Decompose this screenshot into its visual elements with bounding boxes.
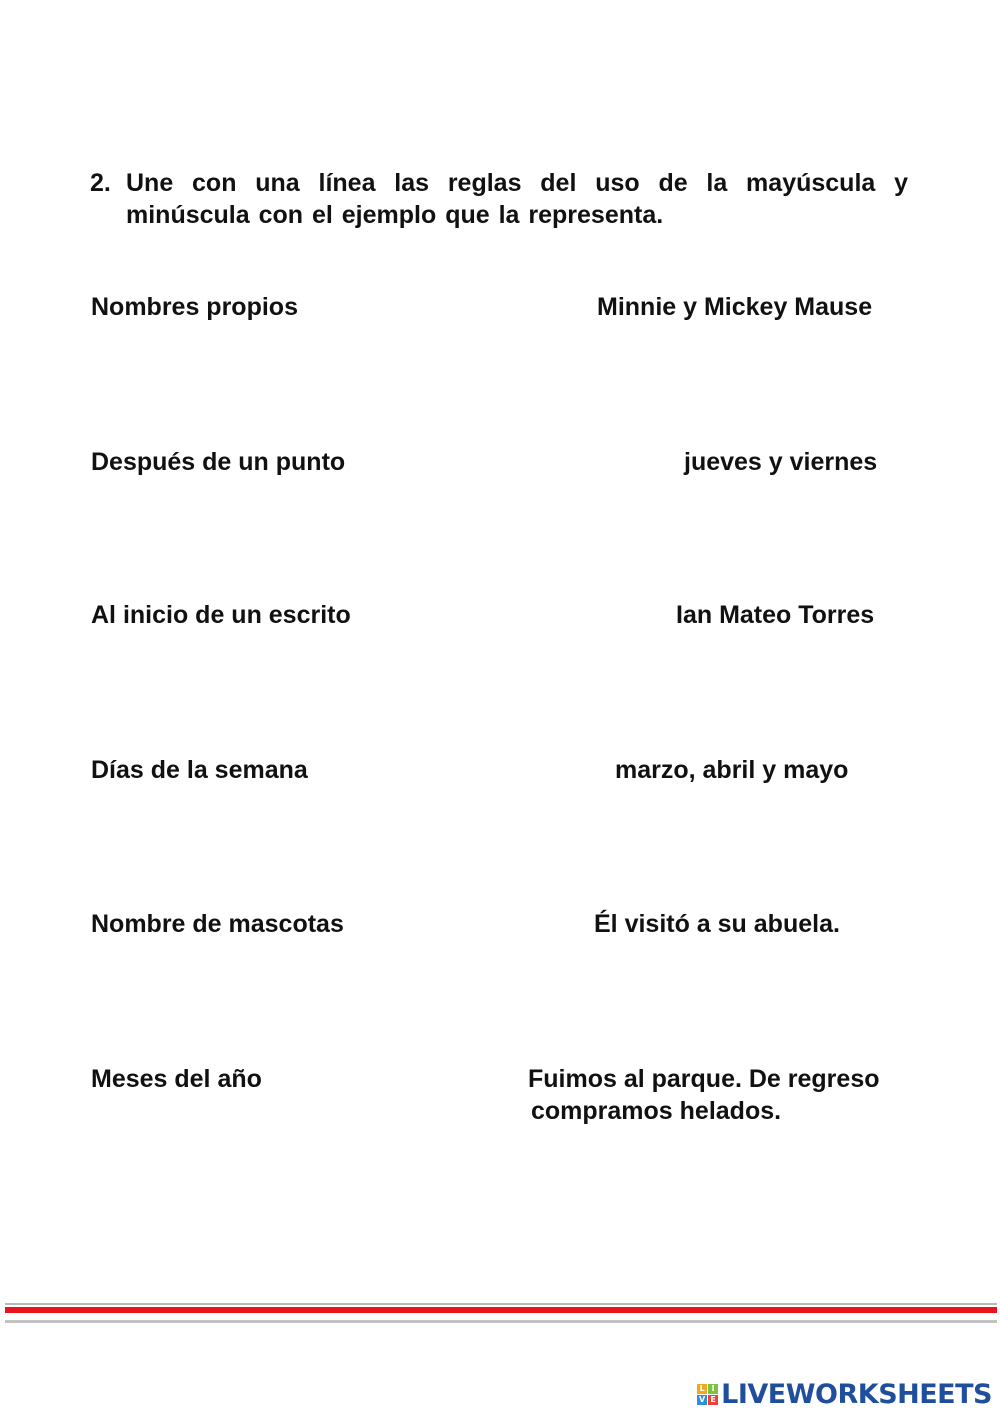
match-row: [0, 446, 1000, 526]
example-item[interactable]: Él visitó a su abuela.: [594, 910, 840, 938]
example-item[interactable]: [528, 1063, 918, 1127]
example-line: Fuimos al parque. De regreso: [528, 1065, 880, 1093]
rule-item[interactable]: Nombre de mascotas: [91, 910, 344, 938]
instruction-number: 2.: [90, 169, 111, 197]
footer-divider: [5, 1303, 997, 1305]
footer-divider: [5, 1320, 997, 1323]
rule-item[interactable]: Al inicio de un escrito: [91, 601, 351, 629]
match-row: [0, 599, 1000, 679]
footer-red-rule: [5, 1307, 997, 1313]
logo-cell: V: [699, 1394, 706, 1404]
rule-item[interactable]: Nombres propios: [91, 293, 298, 321]
rule-item[interactable]: Meses del año: [91, 1065, 262, 1093]
example-line: compramos helados.: [531, 1097, 782, 1125]
logo-cell: I: [708, 1384, 718, 1394]
rule-item[interactable]: Días de la semana: [91, 756, 308, 784]
rule-item[interactable]: Después de un punto: [91, 448, 346, 476]
example-item[interactable]: jueves y viernes: [684, 448, 878, 476]
match-row: [0, 908, 1000, 988]
logo-cell: E: [708, 1395, 718, 1405]
example-item[interactable]: Minnie y Mickey Mause: [597, 293, 873, 321]
liveworksheets-logo-icon: [697, 1384, 718, 1405]
match-row: [0, 1063, 1000, 1143]
example-item[interactable]: Ian Mateo Torres: [676, 601, 875, 629]
match-row: [0, 754, 1000, 834]
liveworksheets-brand: [697, 1374, 992, 1414]
instruction: [90, 167, 908, 231]
brand-name: LIVEWORKSHEETS: [721, 1378, 992, 1410]
instruction-text: Une con una línea las reglas del uso de la mayúscula y minúscula con el ejemplo que la representa.: [126, 169, 908, 229]
match-row: [0, 291, 1000, 371]
example-item[interactable]: marzo, abril y mayo: [615, 756, 849, 784]
logo-cell: L: [697, 1384, 707, 1394]
